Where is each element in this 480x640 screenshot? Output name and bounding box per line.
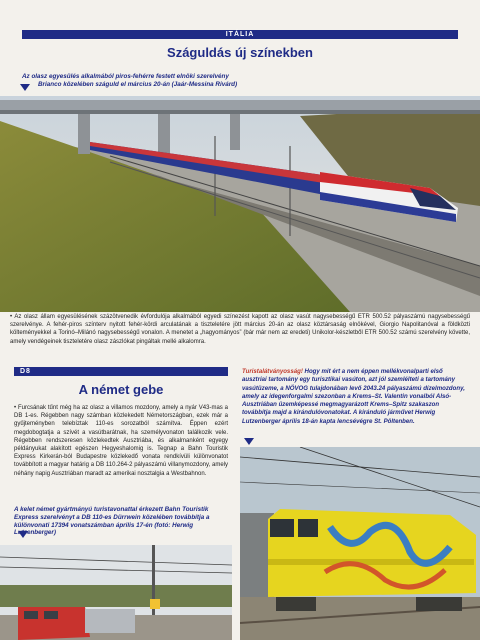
photo-caption: A kelet német gyártmányú turistavonattal érkezett Bahn Touristik Express szerelvényt a DB 110-es Dürrwein közelében továbbítja a különvonati 17394 vonatszámban április 17-én (fotó: Herwig Lutzenberger) — [14, 506, 210, 537]
section-band-d8 — [14, 367, 228, 376]
section-band-italia — [22, 30, 458, 39]
sidebar-article — [242, 368, 466, 426]
caption-pointer-icon — [18, 531, 28, 538]
section-label: D8 — [20, 368, 31, 375]
caption-line-1: Az olasz egyesülés alkalmából piros-fehérre festett elnöki szerelvény — [22, 73, 229, 80]
article-body: • Furcsának tűnt még ha az olasz a villamos mozdony, amely a nyár V43-mas a DB 1-es. Régebben nagy számban közlekedett Németországban, ezek már a gyűjteményben telebíztak 110-es sorozatból számítva. Éppen ezért megdobogtatja a szívét a vasútbarátnak, ha személyvonaton találkozik vele. Régebben rendszeresen közlekedtek Ausztriába, és alkalmanként egyegy példányukat alakított egészen Hegyeshalomig is. Tegnap a Bahn Touristik Express Kirkerán-ból Budapestre közlekedő vonata rendkívüli különvonatot továbbított a magyar határig a DB 110.264-2 pályaszámú villanymozdony, amely néhány napig Ausztriában maradt az amerikai nosztalgia a Westbahnon. — [14, 405, 228, 477]
diesel-locomotive-photo-illustration — [240, 447, 480, 640]
diesel-locomotive-photo — [240, 447, 480, 640]
sidebar-intro: Turistalátványosság! — [242, 368, 303, 375]
caption-line-2: Brianco közelében száguld el március 20-án (Jaár-Messina Rivárd) — [38, 81, 238, 88]
article-title: Száguldás új színekben — [167, 45, 313, 60]
article-body: • Az olasz állam egyesülésének százötvenedik évfordulója alkalmából egyedi színezést kapott az olasz vasút nagysebességű ETR 500.52 pályaszámú nagysebességű szerelvénye. A fehér-piros színterv nyitott fehér-kördi arculatának a tiszteletére jött március 20-án az olasz köztársaság elnökével, Giorgio Napolitanóval a földközti költeményekkel a Torinó–Milánó nagysebességű vonalon. A menetet a „hagyományos” (bár már nem az eredeti) Unikolor-készletből ETR 500.52 számú szerelvény követte, amely vendégeinek tiszteletére olasz zászlókat pingáltak mellé alkalomra. — [10, 314, 470, 345]
caption-pointer-icon — [244, 438, 254, 445]
train-photo-illustration — [0, 96, 480, 312]
locomotive-photo — [0, 545, 232, 640]
photo-caption — [22, 73, 462, 89]
sidebar-body: Hogy mit ért a nem éppen mellékvonalparti első ausztriai tartomány egy turisztikai vasúton, azt jól szemlélteti a tartomány vasútüzeme, a NÖVOG tulajdonában levő 2043.24 pályaszámú dízelmozdony, amely az idegenforgalmi szezonban a Krems–St. Valentin vonalból Alsó-Ausztriában üzemképessé megmagyarázott Krems–Spitz szakaszon továbbítja majd a kirándulóvonatokat. A kiránduló járművet Herwig Lutzenberger április 18-án kapta lencsévégre St. Pöltenben. — [242, 368, 465, 425]
section-label: ITÁLIA — [225, 31, 255, 38]
caption-pointer-icon — [20, 84, 30, 91]
article-title: A német gebe — [78, 382, 164, 397]
train-photo — [0, 96, 480, 312]
locomotive-photo-illustration — [0, 545, 232, 640]
